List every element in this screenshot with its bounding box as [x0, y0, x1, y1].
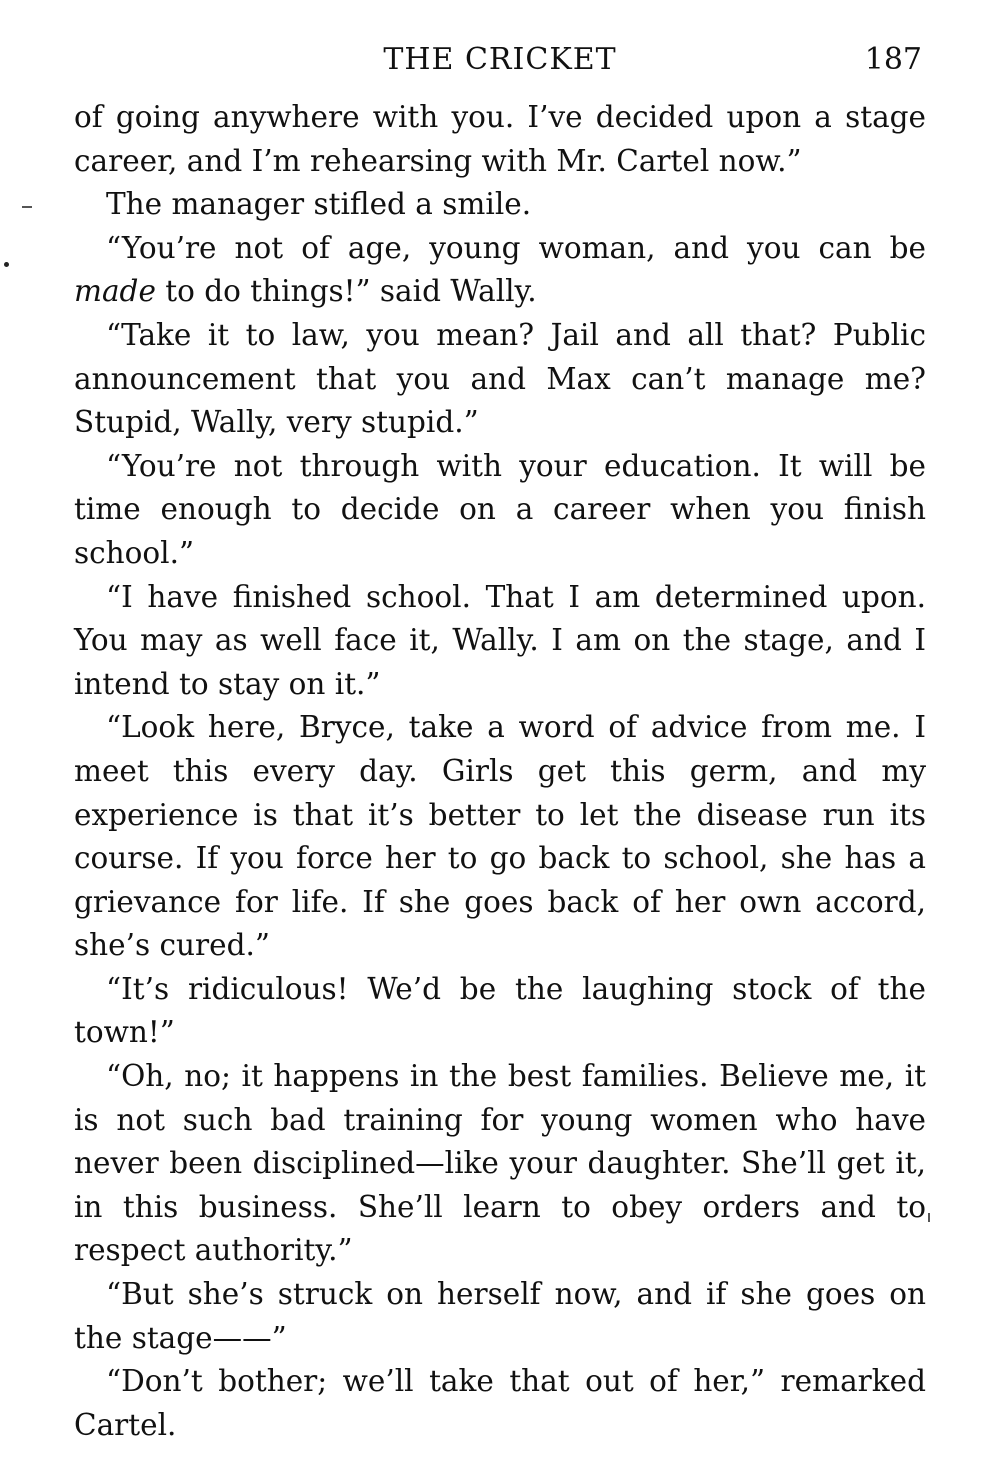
running-title: THE CRICKET	[383, 42, 617, 77]
paragraph-8: “It’s ridiculous! We’d be the laughing stock of the town!”	[74, 971, 926, 1050]
margin-tick-mark	[928, 1213, 930, 1222]
paragraph-2: The manager stifled a smile.	[106, 187, 532, 222]
paragraph-3-emphasis: made	[74, 274, 156, 309]
paragraph-5: “You’re not through with your education. It will be time enough to decide on a career when you finish school.”	[74, 448, 926, 570]
page-number: 187	[864, 42, 922, 77]
paragraph-10: “But she’s struck on herself now, and if she goes on the stage——”	[74, 1277, 926, 1355]
paragraph-4: “Take it to law, you mean? Jail and all that? Public announcement that you and Max can’t manage me? Stupid, Wally, very stupid.”	[74, 317, 926, 440]
paragraph-7: “Look here, Bryce, take a word of advice from me. I meet this every day. Girls get this germ, and my experience is that it’s better to let the disease run its course. If you force her to go back to school, she has a grievance for life. If she goes back of her own accord, she’s cured.”	[74, 710, 926, 963]
paragraph-11: “Don’t bother; we’ll take that out of her,” remarked Cartel.	[74, 1364, 926, 1442]
paragraph-9: “Oh, no; it happens in the best families. Believe me, it is not such bad training for young women who have never been disciplined—like your daughter. She’ll get it, in this business. She’ll learn to obey orders and to respect authority.”	[74, 1059, 926, 1268]
paragraph-3-after: to do things!” said Wally.	[155, 274, 537, 309]
body-text	[74, 96, 926, 1447]
paragraph-6: “I have finished school. That I am determined upon. You may as well face it, Wally. I am on the stage, and I intend to stay on it.”	[74, 579, 926, 701]
margin-dash-mark	[22, 206, 32, 208]
paragraph-1: of going anywhere with you. I’ve decided upon a stage career, and I’m rehearsing with Mr. Cartel now.”	[74, 100, 926, 178]
running-head	[74, 38, 926, 82]
paragraph-3-before: “You’re not of age, young woman, and you can be	[106, 230, 926, 265]
margin-dot-mark	[4, 262, 9, 267]
paragraph-3	[74, 227, 926, 314]
